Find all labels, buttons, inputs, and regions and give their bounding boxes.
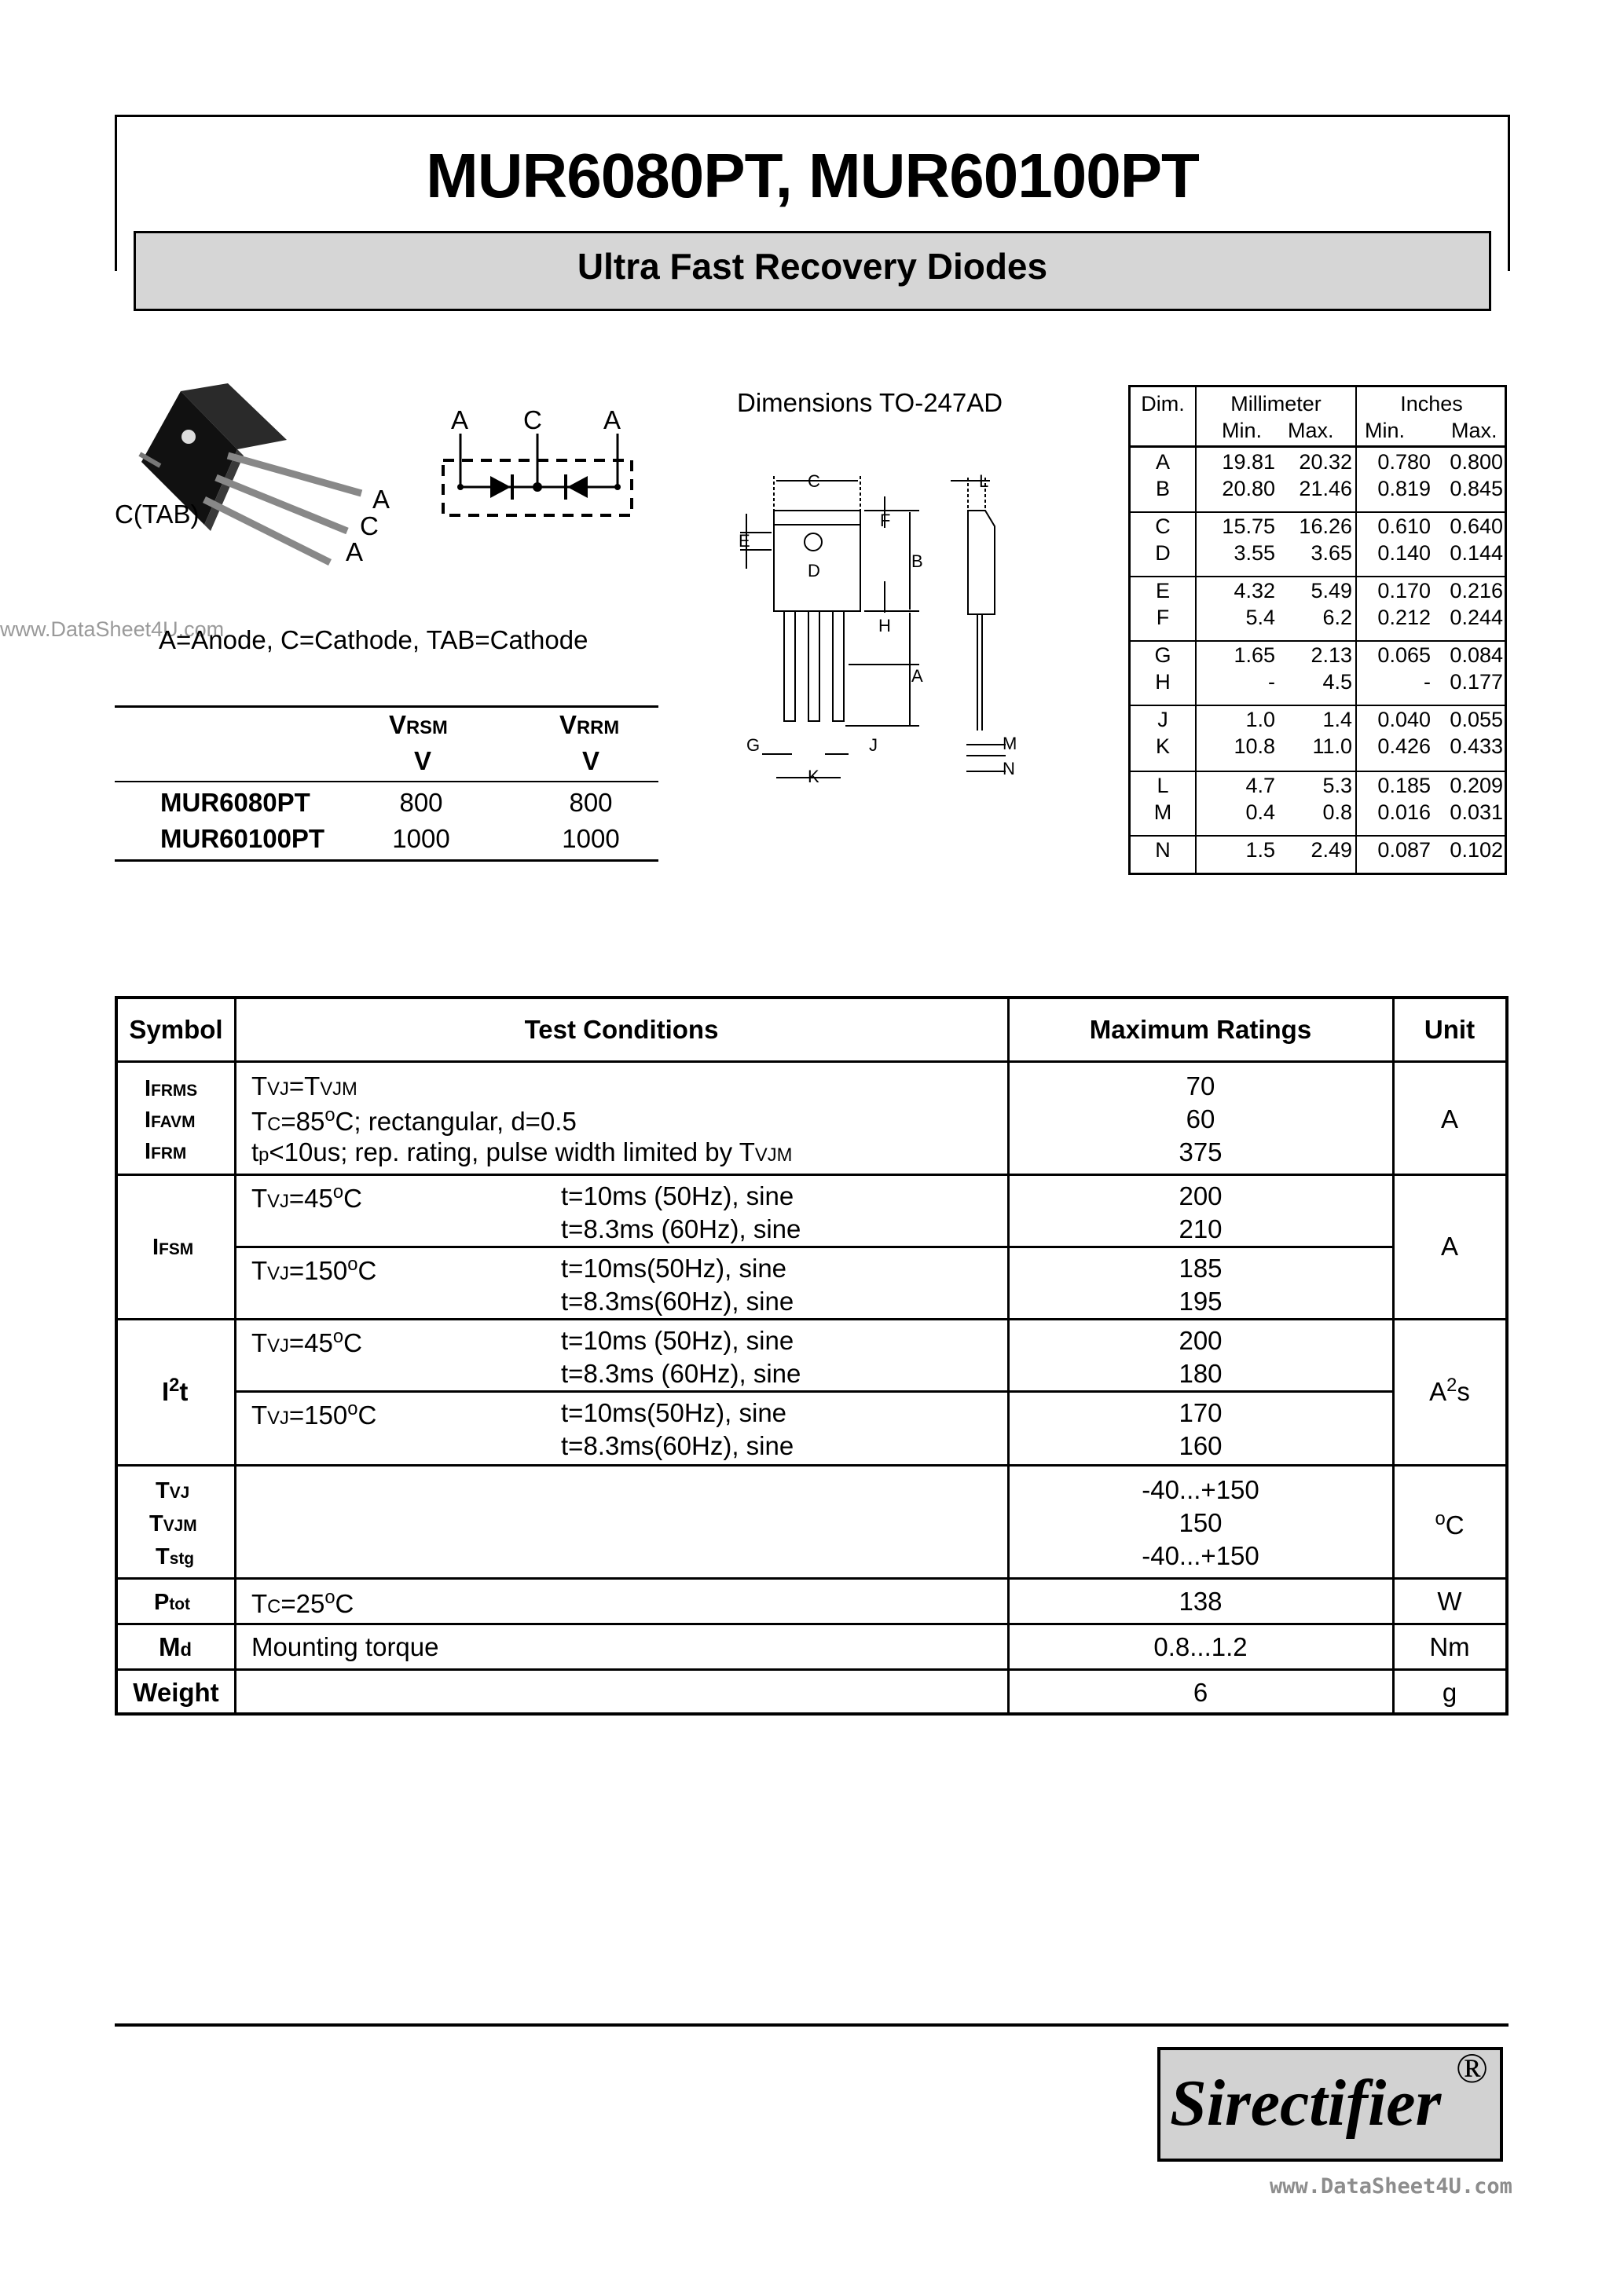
val-ifsm-1: 200 — [1179, 1181, 1223, 1210]
dimtbl-cell-d-2: 3.65 — [1311, 541, 1352, 565]
dim-label-n: N — [1003, 759, 1015, 778]
vtable-col2-head: VRRM — [559, 710, 620, 739]
dimtbl-cell-a-0: A — [1155, 450, 1170, 474]
rtbl-hline-md — [118, 1668, 1505, 1671]
pin-label-a1: A — [372, 485, 390, 514]
dimtbl-head-mm: Millimeter — [1230, 392, 1322, 416]
pin-label-tab: C(TAB) — [115, 500, 200, 529]
dim-label-g: G — [746, 735, 761, 755]
dimtbl-head-in-max: Max. — [1451, 419, 1498, 442]
sym-ifrm: IFRM — [145, 1139, 187, 1164]
dimension-drawing — [731, 463, 1037, 801]
dimtbl-cell-e-2: 5.49 — [1311, 579, 1352, 602]
rtbl-vline-1 — [234, 999, 236, 1712]
dimtbl-hline-1 — [1131, 511, 1505, 513]
dimtbl-cell-g-2: 2.13 — [1311, 643, 1352, 667]
dimtbl-cell-b-2: 21.46 — [1299, 477, 1352, 500]
dimtbl-cell-a-1: 19.81 — [1222, 450, 1275, 474]
dimtbl-cell-h-4: 0.177 — [1450, 670, 1503, 694]
rtbl-hline-g4 — [118, 1577, 1505, 1580]
cond-i2t-45: $TVJ=45^oC$ — [251, 1326, 362, 1357]
diode-symbol — [440, 434, 636, 520]
package-photo — [118, 377, 416, 581]
dimtbl-cell-g-3: 0.065 — [1377, 643, 1431, 667]
cond-ifsm-t2: t=8.3ms (60Hz), sine — [561, 1214, 801, 1243]
dimtbl-cell-a-2: 20.32 — [1299, 450, 1352, 474]
val-md: 0.8...1.2 — [1153, 1632, 1248, 1661]
val-i2t-3: 170 — [1179, 1398, 1223, 1427]
logo-text: Sirectifier — [1170, 2067, 1442, 2140]
dimtbl-cell-k-3: 0.426 — [1377, 734, 1431, 758]
dimtbl-cell-l-0: L — [1157, 774, 1169, 797]
dim-label-e: E — [739, 531, 750, 551]
vtable-vrrm-1: 800 — [569, 788, 613, 817]
watermark-left: www.DataSheet4U.com — [0, 617, 225, 641]
dimtbl-hline-4 — [1131, 705, 1505, 706]
unit-ptot: W — [1437, 1587, 1462, 1616]
cond-ifrm: tp<10us; rep. rating, pulse width limited by TVJM — [251, 1137, 793, 1166]
cond-i2t-t3: t=10ms(50Hz), sine — [561, 1398, 787, 1427]
cond-i2t-t4: t=8.3ms(60Hz), sine — [561, 1431, 794, 1460]
dimtbl-cell-f-1: 5.4 — [1245, 606, 1275, 629]
sym-ifavm: IFAVM — [145, 1108, 196, 1133]
dimtbl-cell-h-0: H — [1155, 670, 1171, 694]
dimtbl-cell-k-2: 11.0 — [1312, 734, 1352, 758]
symbol-label-a2: A — [603, 405, 621, 434]
pin-legend: A=Anode, C=Cathode, TAB=Cathode — [159, 625, 588, 654]
dim-label-l: L — [979, 471, 989, 491]
cond-i2t-t2: t=8.3ms (60Hz), sine — [561, 1359, 801, 1388]
dimtbl-cell-c-2: 16.26 — [1299, 514, 1352, 538]
dim-label-d: D — [808, 561, 820, 580]
dimtbl-cell-l-4: 0.209 — [1450, 774, 1503, 797]
unit-g4: $^o$C — [1435, 1508, 1465, 1540]
rtbl-hline-head — [118, 1060, 1505, 1063]
drawing-title: Dimensions TO-247AD — [737, 388, 1003, 417]
val-ifavm: 60 — [1186, 1104, 1215, 1133]
vtable-col2-unit: V — [581, 746, 599, 775]
rtbl-head-cond: Test Conditions — [524, 1015, 719, 1044]
dimtbl-cell-m-4: 0.031 — [1450, 800, 1503, 824]
dim-label-a: A — [911, 666, 923, 686]
dimtbl-cell-j-2: 1.4 — [1322, 708, 1352, 731]
dimtbl-cell-g-1: 1.65 — [1234, 643, 1275, 667]
cond-ifavm: $TC=85^oC$; rectangular, d=0.5 — [251, 1104, 577, 1136]
dimtbl-cell-n-2: 2.49 — [1311, 838, 1352, 862]
vtable-bottom-rule — [115, 859, 658, 862]
dimtbl-cell-n-0: N — [1155, 838, 1171, 862]
dimtbl-cell-m-2: 0.8 — [1322, 800, 1352, 824]
sym-ptot: Ptot — [154, 1590, 190, 1615]
vtable-mid-rule — [115, 781, 658, 782]
vtable-part-2: MUR60100PT — [160, 824, 325, 853]
page-subtitle: Ultra Fast Recovery Diodes — [577, 246, 1048, 287]
unit-g3: $A^2s$ — [1429, 1375, 1470, 1406]
unit-md: Nm — [1429, 1632, 1470, 1661]
dimension-table — [1128, 385, 1507, 875]
dimtbl-cell-c-0: C — [1155, 514, 1171, 538]
dimtbl-head-dim: Dim. — [1141, 392, 1185, 416]
rtbl-hline-g1 — [118, 1174, 1505, 1176]
val-i2t-4: 160 — [1179, 1431, 1223, 1460]
dimtbl-cell-g-4: 0.084 — [1450, 643, 1503, 667]
dimtbl-cell-f-0: F — [1156, 606, 1170, 629]
dim-label-f: F — [880, 511, 891, 530]
dimtbl-cell-c-4: 0.640 — [1450, 514, 1503, 538]
footer-rule — [115, 2023, 1509, 2027]
rtbl-hline-g3 — [118, 1464, 1505, 1467]
sym-i2t: $I^2t$ — [162, 1375, 189, 1406]
rtbl-head-symbol: Symbol — [129, 1015, 223, 1044]
cond-ifsm-t3: t=10ms(50Hz), sine — [561, 1254, 787, 1283]
val-ifsm-4: 195 — [1179, 1287, 1223, 1316]
val-ifsm-2: 210 — [1179, 1214, 1223, 1243]
val-ifrm: 375 — [1179, 1137, 1223, 1166]
dimtbl-cell-j-1: 1.0 — [1245, 708, 1275, 731]
dimtbl-cell-m-3: 0.016 — [1377, 800, 1431, 824]
rtbl-head-unit: Unit — [1424, 1015, 1476, 1044]
dimtbl-cell-e-3: 0.170 — [1377, 579, 1431, 602]
rtbl-hline-ptot — [118, 1623, 1505, 1625]
dimtbl-cell-j-3: 0.040 — [1377, 708, 1431, 731]
sym-ifrms: IFRMS — [145, 1076, 198, 1101]
cond-ifsm-t1: t=10ms (50Hz), sine — [561, 1181, 794, 1210]
vtable-part-1: MUR6080PT — [160, 788, 310, 817]
val-ifsm-3: 185 — [1179, 1254, 1223, 1283]
val-weight: 6 — [1193, 1678, 1208, 1707]
dimtbl-cell-m-0: M — [1153, 800, 1172, 824]
dimtbl-cell-k-4: 0.433 — [1450, 734, 1503, 758]
cond-md: Mounting torque — [251, 1632, 439, 1661]
to247-package-image — [138, 383, 361, 562]
val-tvjm: 150 — [1179, 1508, 1223, 1537]
dim-label-c: C — [808, 471, 820, 491]
symbol-label-a1: A — [451, 405, 469, 434]
val-ptot: 138 — [1179, 1587, 1223, 1616]
dimtbl-cell-n-3: 0.087 — [1377, 838, 1431, 862]
dimtbl-cell-e-0: E — [1155, 579, 1170, 602]
ratings-table — [115, 996, 1509, 1716]
pin-label-c: C — [360, 511, 379, 540]
sym-tvj: TVJ — [156, 1478, 190, 1503]
cond-i2t-150: $TVJ=150^oC$ — [251, 1398, 377, 1430]
dimtbl-cell-j-4: 0.055 — [1450, 708, 1503, 731]
dimtbl-cell-f-2: 6.2 — [1322, 606, 1352, 629]
symbol-label-c: C — [523, 405, 542, 434]
dimtbl-cell-c-3: 0.610 — [1377, 514, 1431, 538]
vtable-col1-head: VRSM — [389, 710, 448, 739]
sym-tstg: Tstg — [156, 1544, 195, 1569]
sym-weight: Weight — [133, 1678, 219, 1707]
rtbl-hline-g2-mid — [236, 1246, 1394, 1248]
dimtbl-hline-5 — [1131, 771, 1505, 772]
dimtbl-cell-d-4: 0.144 — [1450, 541, 1503, 565]
registered-mark: ® — [1456, 2045, 1489, 2092]
dimtbl-cell-l-3: 0.185 — [1377, 774, 1431, 797]
dim-label-b: B — [911, 551, 923, 571]
dimtbl-cell-a-3: 0.780 — [1377, 450, 1431, 474]
dimtbl-head-mm-min: Min. — [1222, 419, 1263, 442]
cond-ifsm-150: $TVJ=150^oC$ — [251, 1254, 377, 1285]
dimtbl-cell-d-3: 0.140 — [1377, 541, 1431, 565]
cond-ifsm-t4: t=8.3ms(60Hz), sine — [561, 1287, 794, 1316]
sym-tvjm: TVJM — [149, 1511, 197, 1536]
dimtbl-head-in-min: Min. — [1365, 419, 1406, 442]
dimtbl-hline-3 — [1131, 640, 1505, 642]
dimtbl-cell-h-1: - — [1268, 670, 1275, 694]
dimtbl-cell-n-4: 0.102 — [1450, 838, 1503, 862]
dimtbl-cell-e-4: 0.216 — [1450, 579, 1503, 602]
sym-ifsm: IFSM — [152, 1235, 194, 1260]
dim-label-m: M — [1003, 734, 1017, 753]
dimtbl-cell-h-3: - — [1424, 670, 1431, 694]
dimtbl-cell-g-0: G — [1154, 643, 1171, 667]
sirectifier-logo — [1157, 2047, 1503, 2162]
rtbl-hline-g2 — [118, 1318, 1505, 1320]
val-ifrms: 70 — [1186, 1071, 1215, 1100]
dim-label-k: K — [808, 767, 819, 786]
dimtbl-cell-b-1: 20.80 — [1222, 477, 1275, 500]
unit-g2: A — [1440, 1232, 1458, 1261]
dimtbl-cell-a-4: 0.800 — [1450, 450, 1503, 474]
dimtbl-cell-b-3: 0.819 — [1377, 477, 1431, 500]
dimtbl-hline-head — [1131, 445, 1505, 448]
dimtbl-cell-l-2: 5.3 — [1322, 774, 1352, 797]
pin-label-a2: A — [346, 537, 364, 566]
dimtbl-cell-f-4: 0.244 — [1450, 606, 1503, 629]
val-tvj: -40...+150 — [1142, 1475, 1259, 1504]
vtable-col1-unit: V — [413, 746, 431, 775]
val-tstg: -40...+150 — [1142, 1541, 1259, 1570]
dimtbl-head-mm-max: Max. — [1288, 419, 1334, 442]
dim-label-j: J — [869, 735, 878, 755]
dimtbl-cell-c-1: 15.75 — [1222, 514, 1275, 538]
vtable-vrrm-2: 1000 — [562, 824, 620, 853]
dimtbl-cell-e-1: 4.32 — [1234, 579, 1275, 602]
cond-i2t-t1: t=10ms (50Hz), sine — [561, 1326, 794, 1355]
page-title: MUR6080PT, MUR60100PT — [426, 141, 1199, 211]
dimtbl-cell-f-3: 0.212 — [1377, 606, 1431, 629]
val-i2t-1: 200 — [1179, 1326, 1223, 1355]
dimtbl-cell-d-0: D — [1155, 541, 1171, 565]
dimtbl-cell-n-1: 1.5 — [1245, 838, 1275, 862]
dimtbl-cell-m-1: 0.4 — [1245, 800, 1275, 824]
unit-weight: g — [1442, 1678, 1457, 1707]
dimtbl-hline-2 — [1131, 576, 1505, 577]
dimtbl-cell-b-4: 0.845 — [1450, 477, 1503, 500]
sym-md: Md — [159, 1632, 192, 1661]
dimtbl-cell-j-0: J — [1157, 708, 1168, 731]
vtable-top-rule — [115, 705, 658, 708]
vtable-vrsm-2: 1000 — [392, 824, 450, 853]
dimtbl-cell-d-1: 3.55 — [1234, 541, 1275, 565]
rtbl-hline-g3-mid — [236, 1390, 1394, 1393]
dimtbl-cell-k-1: 10.8 — [1234, 734, 1275, 758]
unit-g1: A — [1440, 1104, 1458, 1133]
rtbl-head-max: Maximum Ratings — [1089, 1015, 1312, 1044]
cond-ifrms: TVJ=TVJM — [251, 1071, 357, 1100]
cond-ifsm-45: $TVJ=45^oC$ — [251, 1181, 362, 1213]
dimtbl-cell-h-2: 4.5 — [1322, 670, 1352, 694]
dimtbl-head-in: Inches — [1400, 392, 1463, 416]
vtable-vrsm-1: 800 — [399, 788, 443, 817]
footer-site: www.DataSheet4U.com — [1270, 2174, 1512, 2199]
val-i2t-2: 180 — [1179, 1359, 1223, 1388]
dimtbl-cell-l-1: 4.7 — [1245, 774, 1275, 797]
dimtbl-hline-6 — [1131, 835, 1505, 837]
dimtbl-cell-k-0: K — [1155, 734, 1170, 758]
cond-ptot: $TC=25^oC$ — [251, 1587, 354, 1618]
dimtbl-cell-b-0: B — [1155, 477, 1170, 500]
dim-label-h: H — [878, 616, 891, 635]
